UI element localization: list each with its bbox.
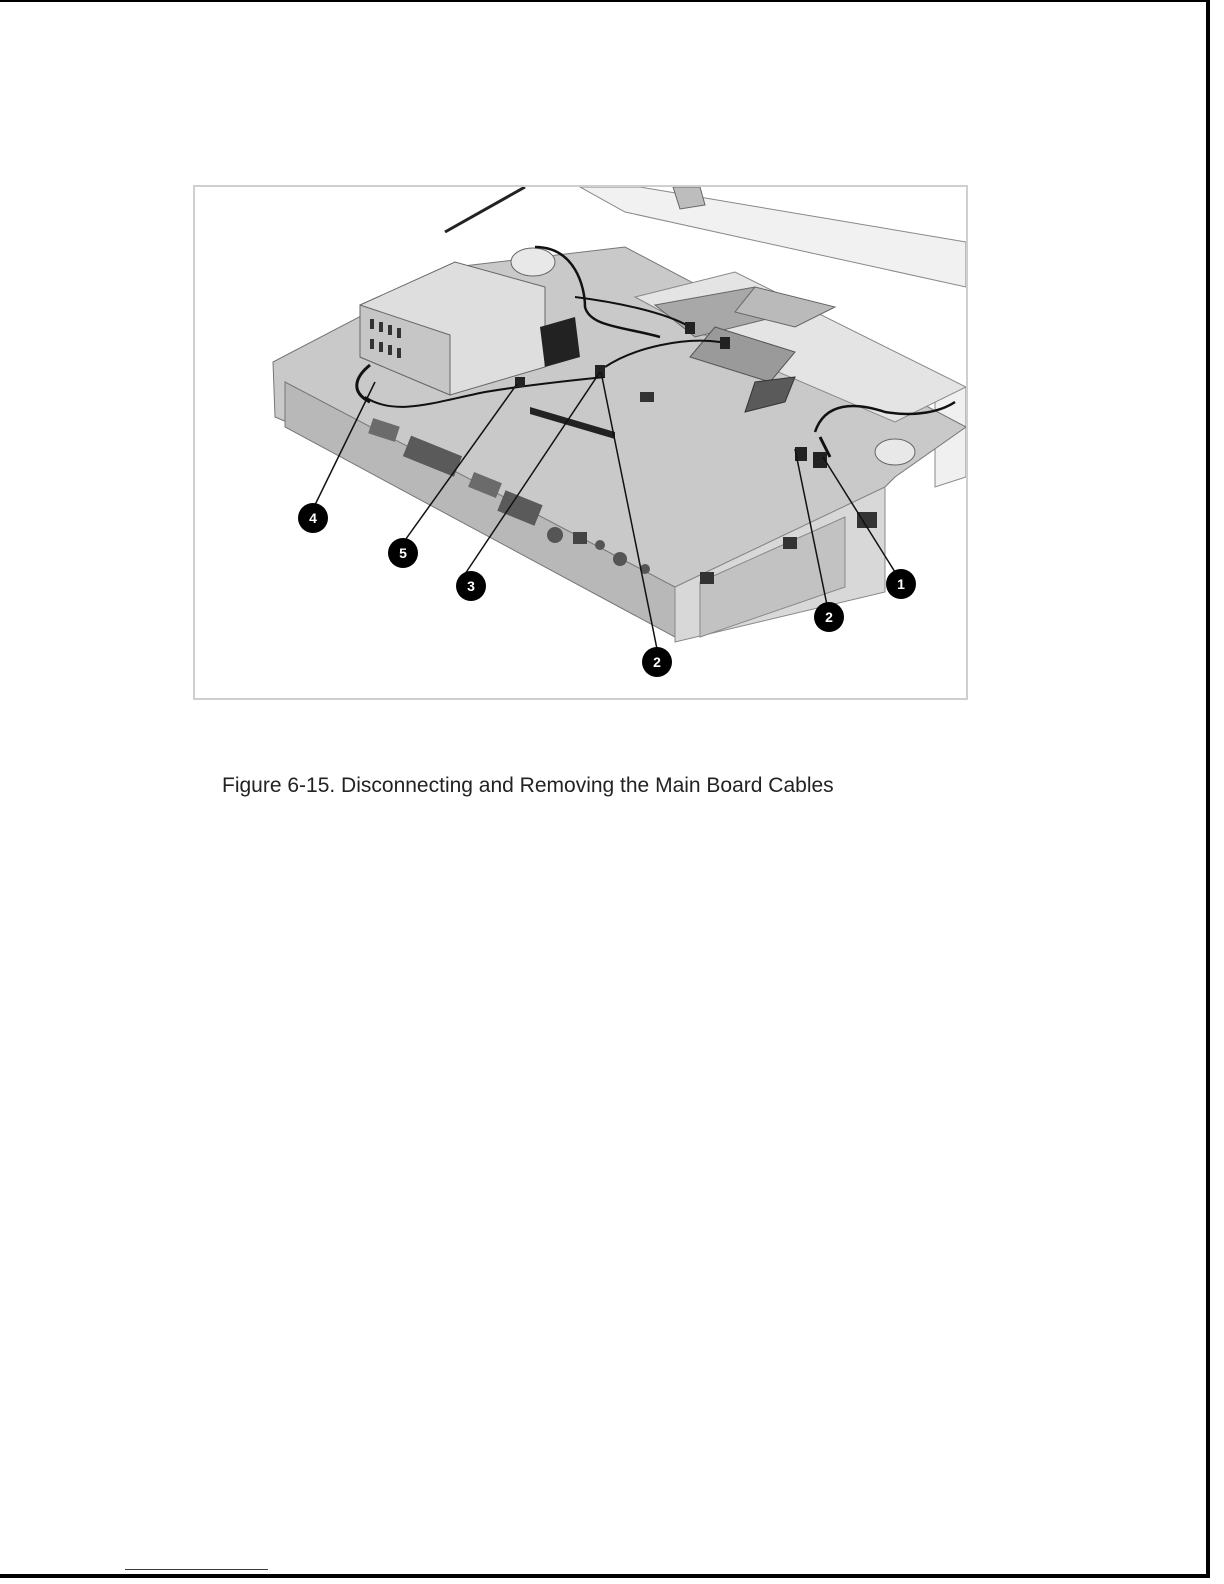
svg-text:2: 2	[653, 654, 661, 670]
callout-5	[388, 538, 418, 568]
figure-illustration	[195, 187, 966, 698]
page-border-right	[1206, 0, 1210, 1578]
svg-text:5: 5	[399, 545, 407, 561]
svg-text:4: 4	[309, 510, 317, 526]
svg-text:3: 3	[467, 578, 475, 594]
callout-1	[886, 569, 916, 599]
figure-main-board-cables	[193, 185, 968, 700]
callout-2a	[642, 647, 672, 677]
page-border-top	[0, 0, 1210, 2]
page-border-bottom	[0, 1574, 1210, 1578]
callout-3	[456, 571, 486, 601]
svg-text:1: 1	[897, 576, 905, 592]
svg-text:2: 2	[825, 609, 833, 625]
figure-caption: Figure 6-15. Disconnecting and Removing the Main Board Cables	[222, 774, 834, 797]
footer-link[interactable]	[125, 1569, 268, 1570]
callout-4	[298, 503, 328, 533]
callout-2b	[814, 602, 844, 632]
